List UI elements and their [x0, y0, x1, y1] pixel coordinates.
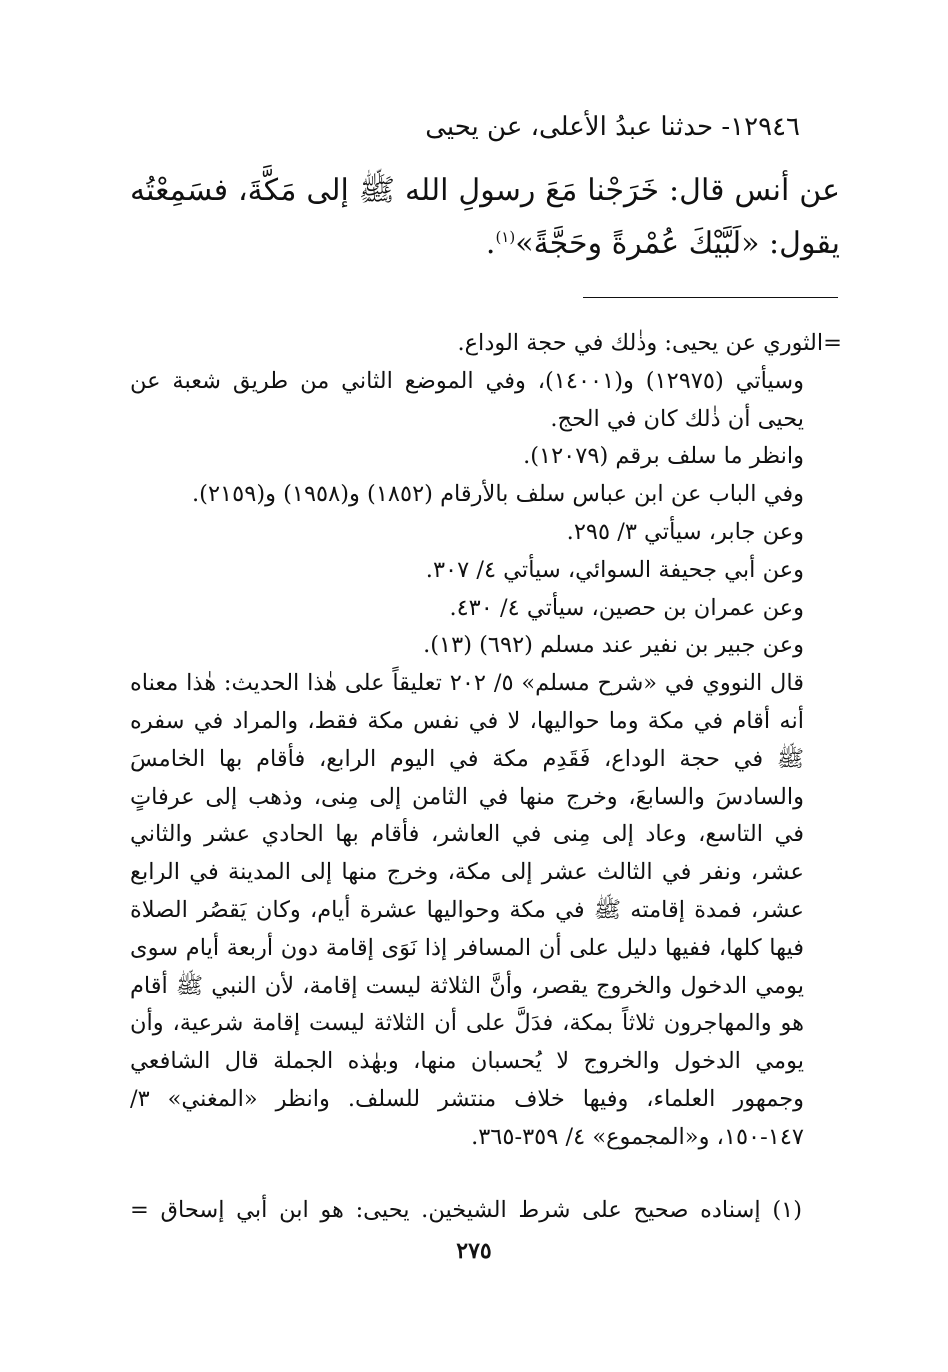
- page-number: ٢٧٥: [456, 1238, 492, 1264]
- note-paragraph: وعن عمران بن حصين، سيأتي ٤/ ٤٣٠.: [449, 594, 804, 621]
- note-paragraph: وسيأتي (١٢٩٧٥) و(١٤٠٠١)، وفي الموضع الثاني من طريق شعبة عن يحيى أن ذٰلك كان في الحج.: [130, 367, 805, 432]
- footnote-separator: [583, 297, 838, 298]
- footnote-continuation: [130, 325, 842, 1157]
- hadith-end-mark: .: [485, 226, 496, 261]
- hadith-text-line-2: [130, 226, 840, 261]
- note-paragraph: وفي الباب عن ابن عباس سلف بالأرقام (١٨٥٢) و(١٩٥٨) و(٢١٥٩).: [192, 481, 804, 508]
- note-paragraph: وعن جبير بن نفير عند مسلم (٦٩٢) (١٣).: [423, 632, 804, 659]
- hadith-number-line: ١٢٩٤٦- حدثنا عبدُ الأعلى، عن يحيى: [425, 112, 800, 142]
- note-paragraph: =الثوري عن يحيى: وذٰلك في حجة الوداع.: [457, 330, 842, 356]
- footnote-reference[interactable]: (١): [495, 228, 516, 246]
- hadith-text: يقول: «لَبَّيْكَ عُمْرةً وحَجَّةً»: [515, 226, 840, 261]
- hadith-text-line-1: عن أنس قال: خَرَجْنا مَعَ رسولِ الله ﷺ إلى مَكَّةَ، فسَمِعْتُه: [130, 173, 840, 208]
- note-paragraph-nawawi: قال النووي في «شرح مسلم» ٥/ ٢٠٢ تعليقاً على هٰذا الحديث: هٰذا معناه أنه أقام في مكة وما حواليها، لا في نفس مكة فقط، والمراد في سفره ﷺ في حجة الوداع، فَقَدِم مكة في اليوم الرابع، فأقام بها الخامسَ والسادسَ والسابعَ، وخرج منها في الثامن إلى مِنى، وذهب إلى عرفاتٍ في التاسع، وعاد إلى مِنى في العاشر، فأقام بها الحادي عشر والثاني عشر، ونفر في الثالث عشر إلى مكة، وخرج منها إلى المدينة في الرابع عشر، فمدة إقامته ﷺ في مكة وحواليها عشرة أيام، وكان يَقصُر الصلاة فيها كلها، ففيها دليل على أن المسافر إذا نَوَى إقامة دون أربعة أيام سوى يومي الدخول والخروج يقصر، وأنَّ الثلاثة ليست إقامة، لأن النبي ﷺ أقام هو والمهاجرون ثلاثاً بمكة، فدَلَّ على أن الثلاثة ليست إقامة شرعية، وأن يومي الدخول والخروج لا يُحسبان منها، وبهٰذه الجملة قال الشافعي وجمهور العلماء، وفيها خلاف منتشر للسلف. وانظر «المغني» ٣/ ١٤٧-١٥٠، و«المجموع» ٤/ ٣٥٩-٣٦٥.: [130, 670, 805, 1150]
- note-paragraph: وانظر ما سلف برقم (١٢٠٧٩).: [523, 443, 804, 470]
- footnote-1: (١) إسناده صحيح على شرط الشيخين. يحيى: هو ابن أبي إسحاق =: [130, 1197, 802, 1223]
- note-paragraph: وعن جابر، سيأتي ٣/ ٢٩٥.: [566, 518, 804, 545]
- note-paragraph: وعن أبي جحيفة السوائي، سيأتي ٤/ ٣٠٧.: [425, 556, 804, 583]
